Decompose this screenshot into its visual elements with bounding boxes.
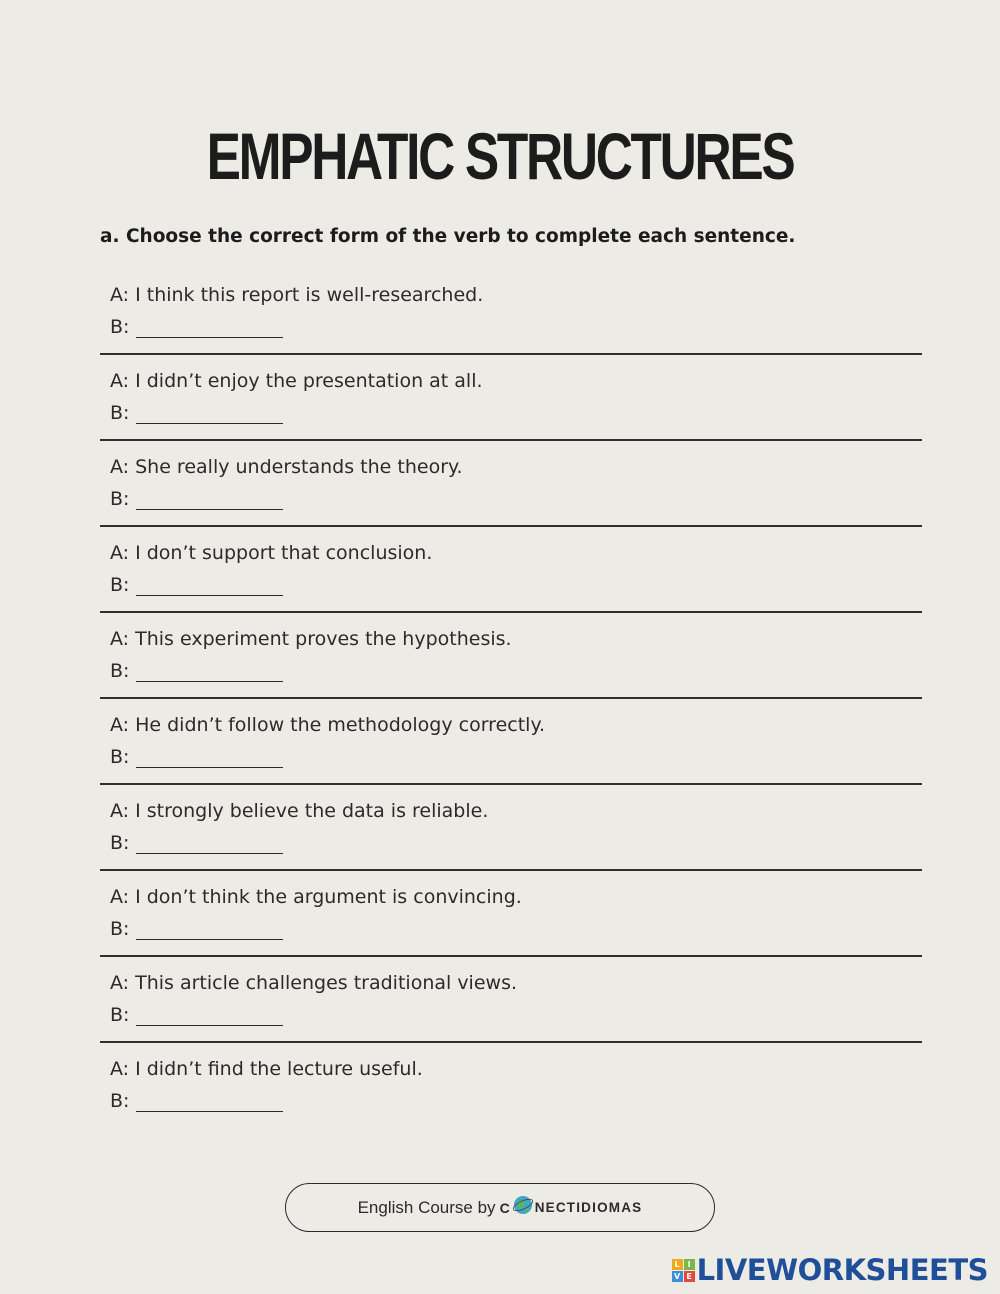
- response-b: [110, 746, 283, 768]
- liveworksheets-icon: [672, 1259, 695, 1282]
- exercise-item: [100, 710, 922, 796]
- response-label: B:: [110, 1004, 130, 1026]
- divider: [100, 1041, 922, 1043]
- response-label: B:: [110, 488, 130, 510]
- exercise-item: [100, 452, 922, 538]
- response-label: B:: [110, 402, 130, 424]
- answer-blank-input[interactable]: [136, 489, 283, 510]
- prompt-a: A: I don’t support that conclusion.: [110, 542, 433, 564]
- liveworksheets-icon-tile: I: [684, 1259, 695, 1270]
- divider: [100, 439, 922, 441]
- exercise-item: [100, 366, 922, 452]
- brand-letter-c: C: [499, 1199, 511, 1216]
- response-label: B:: [110, 574, 130, 596]
- response-label: B:: [110, 660, 130, 682]
- instruction-text: a. Choose the correct form of the verb to complete each sentence.: [100, 226, 796, 247]
- answer-blank-input[interactable]: [136, 1005, 283, 1026]
- divider: [100, 783, 922, 785]
- prompt-a: A: She really understands the theory.: [110, 456, 463, 478]
- response-b: [110, 918, 283, 940]
- exercise-item: [100, 624, 922, 710]
- response-b: [110, 832, 283, 854]
- exercise-list: [100, 280, 922, 1140]
- divider: [100, 525, 922, 527]
- answer-blank-input[interactable]: [136, 919, 283, 940]
- globe-icon: [512, 1194, 534, 1221]
- prompt-a: A: I think this report is well-researched.: [110, 284, 484, 306]
- answer-blank-input[interactable]: [136, 747, 283, 768]
- prompt-a: A: This experiment proves the hypothesis.: [110, 628, 512, 650]
- answer-blank-input[interactable]: [136, 1091, 283, 1112]
- exercise-item: [100, 968, 922, 1054]
- divider: [100, 353, 922, 355]
- response-b: [110, 316, 283, 338]
- response-label: B:: [110, 832, 130, 854]
- response-b: [110, 660, 283, 682]
- answer-blank-input[interactable]: [136, 833, 283, 854]
- prompt-a: A: This article challenges traditional views.: [110, 972, 518, 994]
- liveworksheets-watermark: [672, 1253, 988, 1287]
- response-b: [110, 402, 283, 424]
- response-b: [110, 488, 283, 510]
- response-b: [110, 1090, 283, 1112]
- response-b: [110, 574, 283, 596]
- footer-badge: [285, 1183, 715, 1232]
- liveworksheets-text: LIVEWORKSHEETS: [696, 1253, 988, 1287]
- divider: [100, 697, 922, 699]
- exercise-item: [100, 280, 922, 366]
- exercise-item: [100, 882, 922, 968]
- response-label: B:: [110, 1090, 130, 1112]
- liveworksheets-icon-tile: V: [672, 1271, 683, 1282]
- prompt-a: A: I don’t think the argument is convincing.: [110, 886, 522, 908]
- divider: [100, 611, 922, 613]
- prompt-a: A: I didn’t find the lecture useful.: [110, 1058, 423, 1080]
- answer-blank-input[interactable]: [136, 403, 283, 424]
- prompt-a: A: I strongly believe the data is reliable.: [110, 800, 489, 822]
- prompt-a: A: I didn’t enjoy the presentation at all.: [110, 370, 483, 392]
- footer-prefix: English Course by: [357, 1197, 496, 1217]
- response-label: B:: [110, 316, 130, 338]
- liveworksheets-icon-tile: E: [684, 1271, 695, 1282]
- brand-name: NECTIDIOMAS: [534, 1200, 643, 1215]
- brand-logo: [500, 1194, 643, 1221]
- exercise-item: [100, 1054, 922, 1140]
- answer-blank-input[interactable]: [136, 661, 283, 682]
- response-label: B:: [110, 918, 130, 940]
- liveworksheets-icon-tile: L: [672, 1259, 683, 1270]
- exercise-item: [100, 796, 922, 882]
- answer-blank-input[interactable]: [136, 575, 283, 596]
- response-label: B:: [110, 746, 130, 768]
- response-b: [110, 1004, 283, 1026]
- answer-blank-input[interactable]: [136, 317, 283, 338]
- divider: [100, 869, 922, 871]
- exercise-item: [100, 538, 922, 624]
- prompt-a: A: He didn’t follow the methodology correctly.: [110, 714, 546, 736]
- page-title: EMPHATIC STRUCTURES: [206, 119, 794, 193]
- divider: [100, 955, 922, 957]
